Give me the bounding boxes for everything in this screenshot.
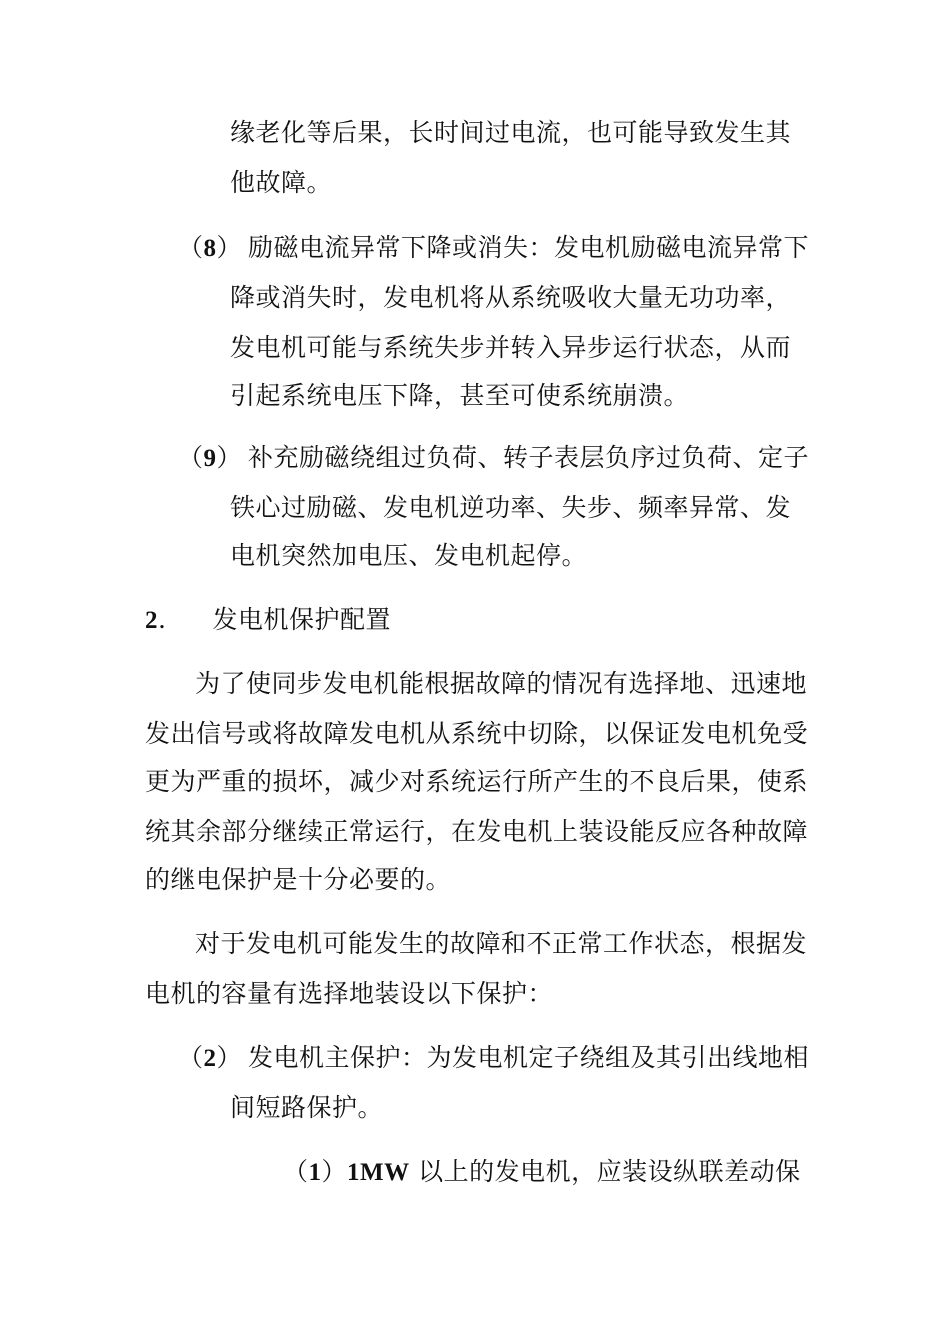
item8-close-paren: ）	[216, 233, 243, 262]
item2-close-paren: ）	[216, 1043, 243, 1072]
item2-line2: 间短路保护。	[230, 1093, 384, 1122]
item7-line1: 缘老化等后果，长时间过电流，也可能导致发生其	[230, 118, 792, 147]
sub1-number: 1	[308, 1159, 322, 1186]
section2-number: 2	[145, 607, 158, 634]
item9-line3: 电机突然加电压、发电机起停。	[230, 541, 588, 570]
para1-line4: 统其余部分继续正常运行，在发电机上装设能反应各种故障	[145, 817, 809, 846]
sub1-capacity: 1MW	[347, 1159, 410, 1186]
section2-heading	[145, 602, 391, 639]
item8-number: 8	[203, 235, 217, 262]
item2-text1: 发电机主保护：为发电机定子绕组及其引出线地相	[248, 1043, 810, 1072]
sub1-line1	[283, 1154, 801, 1191]
section2-title: 发电机保护配置	[212, 605, 391, 634]
item8-line3: 发电机可能与系统失步并转入异步运行状态，从而	[230, 333, 792, 362]
item8-line4: 引起系统电压下降，甚至可使系统崩溃。	[230, 381, 690, 410]
item9-close-paren: ）	[216, 443, 243, 472]
item2-open-paren: （	[178, 1043, 204, 1072]
item2-number: 2	[203, 1045, 217, 1072]
para1-line5: 的继电保护是十分必要的。	[145, 865, 452, 894]
para1-line2: 发出信号或将故障发电机从系统中切除，以保证发电机免受	[145, 719, 809, 748]
item9-line2: 铁心过励磁、发电机逆功率、失步、频率异常、发	[230, 493, 792, 522]
item9-open-paren: （	[178, 443, 204, 472]
para1-line1: 为了使同步发电机能根据故障的情况有选择地、迅速地	[195, 669, 808, 698]
sub1-text: 以上的发电机，应装设纵联差动保	[409, 1157, 801, 1186]
item9-text1: 补充励磁绕组过负荷、转子表层负序过负荷、定子	[248, 443, 810, 472]
sub1-open-paren: （	[283, 1157, 309, 1186]
para1-line3: 更为严重的损坏，减少对系统运行所产生的不良后果，使系	[145, 767, 809, 796]
item8-open-paren: （	[178, 233, 204, 262]
item8-text1: 励磁电流异常下降或消失：发电机励磁电流异常下	[248, 233, 810, 262]
para2-line1: 对于发电机可能发生的故障和不正常工作状态，根据发	[195, 929, 808, 958]
item7-line2: 他故障。	[230, 168, 333, 197]
item9-line1	[178, 440, 809, 477]
section2-dot: .	[158, 605, 167, 634]
para2-line2: 电机的容量有选择地装设以下保护：	[145, 979, 554, 1008]
item2-line1	[178, 1040, 809, 1077]
item8-line1	[178, 230, 809, 267]
item8-line2: 降或消失时，发电机将从系统吸收大量无功功率，	[230, 283, 792, 312]
sub1-close-paren: ）	[321, 1157, 348, 1186]
item9-number: 9	[203, 445, 217, 472]
